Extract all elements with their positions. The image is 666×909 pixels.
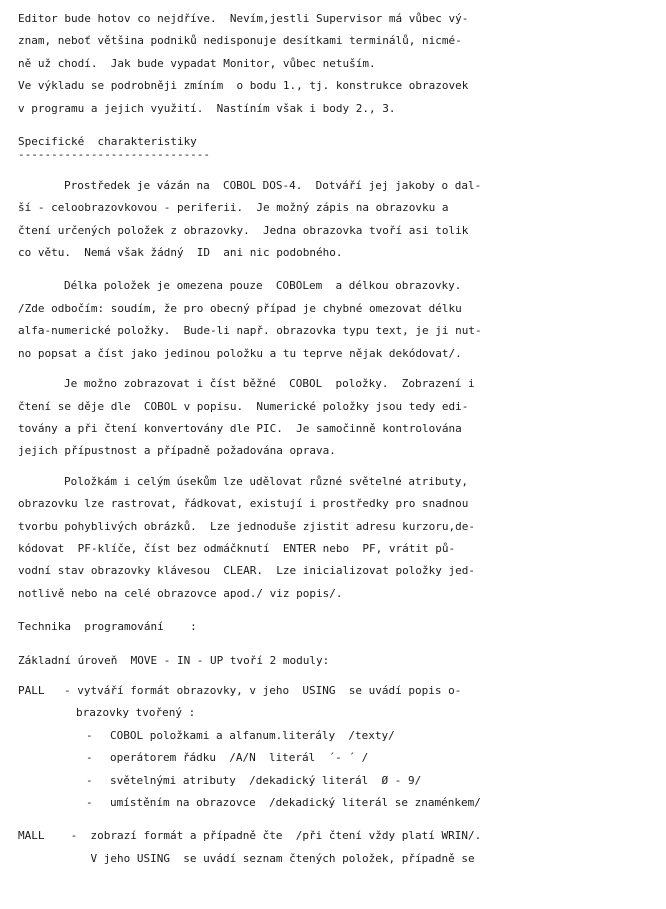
text-line: alfa-numerické položky. Bude-li např. obrazovka typu text, je ji nut-	[18, 324, 482, 338]
document-page	[18, 8, 650, 870]
text-line: čtení se děje dle COBOL v popisu. Numerické položky jsou tedy edi-	[18, 399, 469, 413]
pall-description: - vytváří formát obrazovky, v jeho USING se uvádí popis o-	[64, 683, 462, 697]
dash-marker: -	[86, 728, 93, 742]
text-line: vodní stav obrazovky klávesou CLEAR. Lze inicializovat položky jed-	[18, 564, 475, 578]
mall-description: - zobrazí formát a případně čte /při čtení vždy platí WRIN/.	[64, 829, 482, 843]
text-line: ně už chodí. Jak bude vypadat Monitor, vůbec netuším.	[18, 56, 376, 70]
text-line: Délka položek je omezena pouze COBOLem a délkou obrazovky.	[64, 279, 462, 293]
dash-marker: -	[86, 796, 93, 809]
list-item	[18, 725, 650, 747]
text-line: no popsat a číst jako jedinou položku a tu teprve nějak dekódovat/.	[18, 346, 462, 360]
mall-term: MALL	[18, 829, 45, 843]
list-item	[18, 770, 650, 792]
mall-description-cont: V jeho USING se uvádí seznam čtených položek, případně se	[64, 851, 475, 865]
intro-paragraph	[18, 8, 650, 120]
basic-level-line: Základní úroveň MOVE - IN - UP tvoří 2 moduly:	[18, 653, 330, 667]
list-item-text: světelnými atributy /dekadický literál Ø - 9/	[110, 773, 422, 787]
dash-marker: -	[86, 751, 93, 765]
text-line: v programu a jejich využití. Nastíním však i body 2., 3.	[18, 101, 396, 115]
pall-definition	[18, 680, 650, 814]
section-heading-characteristics	[18, 131, 650, 167]
list-item	[18, 747, 650, 769]
text-line: /Zde odbočím: soudím, že pro obecný případ je chybné omezovat délku	[18, 301, 462, 315]
text-line: Ve výkladu se podrobněji zmíním o bodu 1., tj. konstrukce obrazovek	[18, 79, 469, 93]
pall-description-cont: brazovky tvořený :	[76, 706, 196, 720]
text-line: Prostředek je vázán na COBOL DOS-4. Dotváří jej jakoby o dal-	[64, 178, 482, 192]
text-line: notlivě nebo na celé obrazovce apod./ viz popis/.	[18, 586, 343, 600]
text-line: čtení určených položek z obrazovky. Jedna obrazovka tvoří asi tolik	[18, 223, 469, 237]
paragraph-cobol-items-cont	[18, 396, 650, 463]
list-item-text: umístěním na obrazovce /dekadický literál se znaménkem/	[110, 796, 481, 809]
mall-definition	[18, 825, 650, 870]
text-line: znam, neboť většina podniků nedisponuje desítkami terminálů, nicmé-	[18, 34, 462, 48]
paragraph-cobol-device	[18, 175, 650, 197]
text-line: ší - celoobrazovkovou - periferii. Je možný zápis na obrazovku a	[18, 201, 449, 215]
section-underline: -----------------------------	[18, 148, 211, 162]
text-line: obrazovku lze rastrovat, řádkovat, existují i prostředky pro snadnou	[18, 497, 469, 511]
text-line: Editor bude hotov co nejdříve. Nevím,jestli Supervisor má vůbec vý-	[18, 12, 469, 25]
paragraph-attributes	[18, 471, 650, 493]
pall-term: PALL	[18, 683, 45, 697]
text-line: co větu. Nemá však žádný ID ani nic podobného.	[18, 246, 343, 260]
list-item-text: COBOL položkami a alfanum.literály /texty/	[110, 728, 395, 742]
text-line: jejich přípustnost a případně požadována oprava.	[18, 444, 336, 458]
list-item	[18, 792, 650, 814]
text-line: Je možno zobrazovat i číst běžné COBOL položky. Zobrazení i	[64, 377, 475, 391]
section-title-programming: Technika programování :	[18, 620, 197, 634]
text-line: Položkám i celým úsekům lze udělovat různé světelné atributy,	[64, 474, 468, 488]
paragraph-attributes-cont	[18, 493, 650, 605]
text-line: kódovat PF-klíče, číst bez odmáčknutí ENTER nebo PF, vrátit pů-	[18, 541, 456, 555]
section-title: Specifické charakteristiky	[18, 135, 197, 149]
dash-marker: -	[86, 773, 93, 787]
paragraph-cobol-items	[18, 373, 650, 395]
paragraph-item-length	[18, 275, 650, 297]
text-line: továny a při čtení konvertovány dle PIC. Je samočinně kontrolována	[18, 421, 462, 435]
paragraph-cobol-device-cont	[18, 197, 650, 264]
paragraph-item-length-cont	[18, 298, 650, 365]
text-line: tvorbu pohyblivých obrázků. Lze jednoduše zjistit adresu kurzoru,de-	[18, 519, 475, 533]
list-item-text: operátorem řádku /A/N literál ´- ´ /	[110, 751, 369, 765]
